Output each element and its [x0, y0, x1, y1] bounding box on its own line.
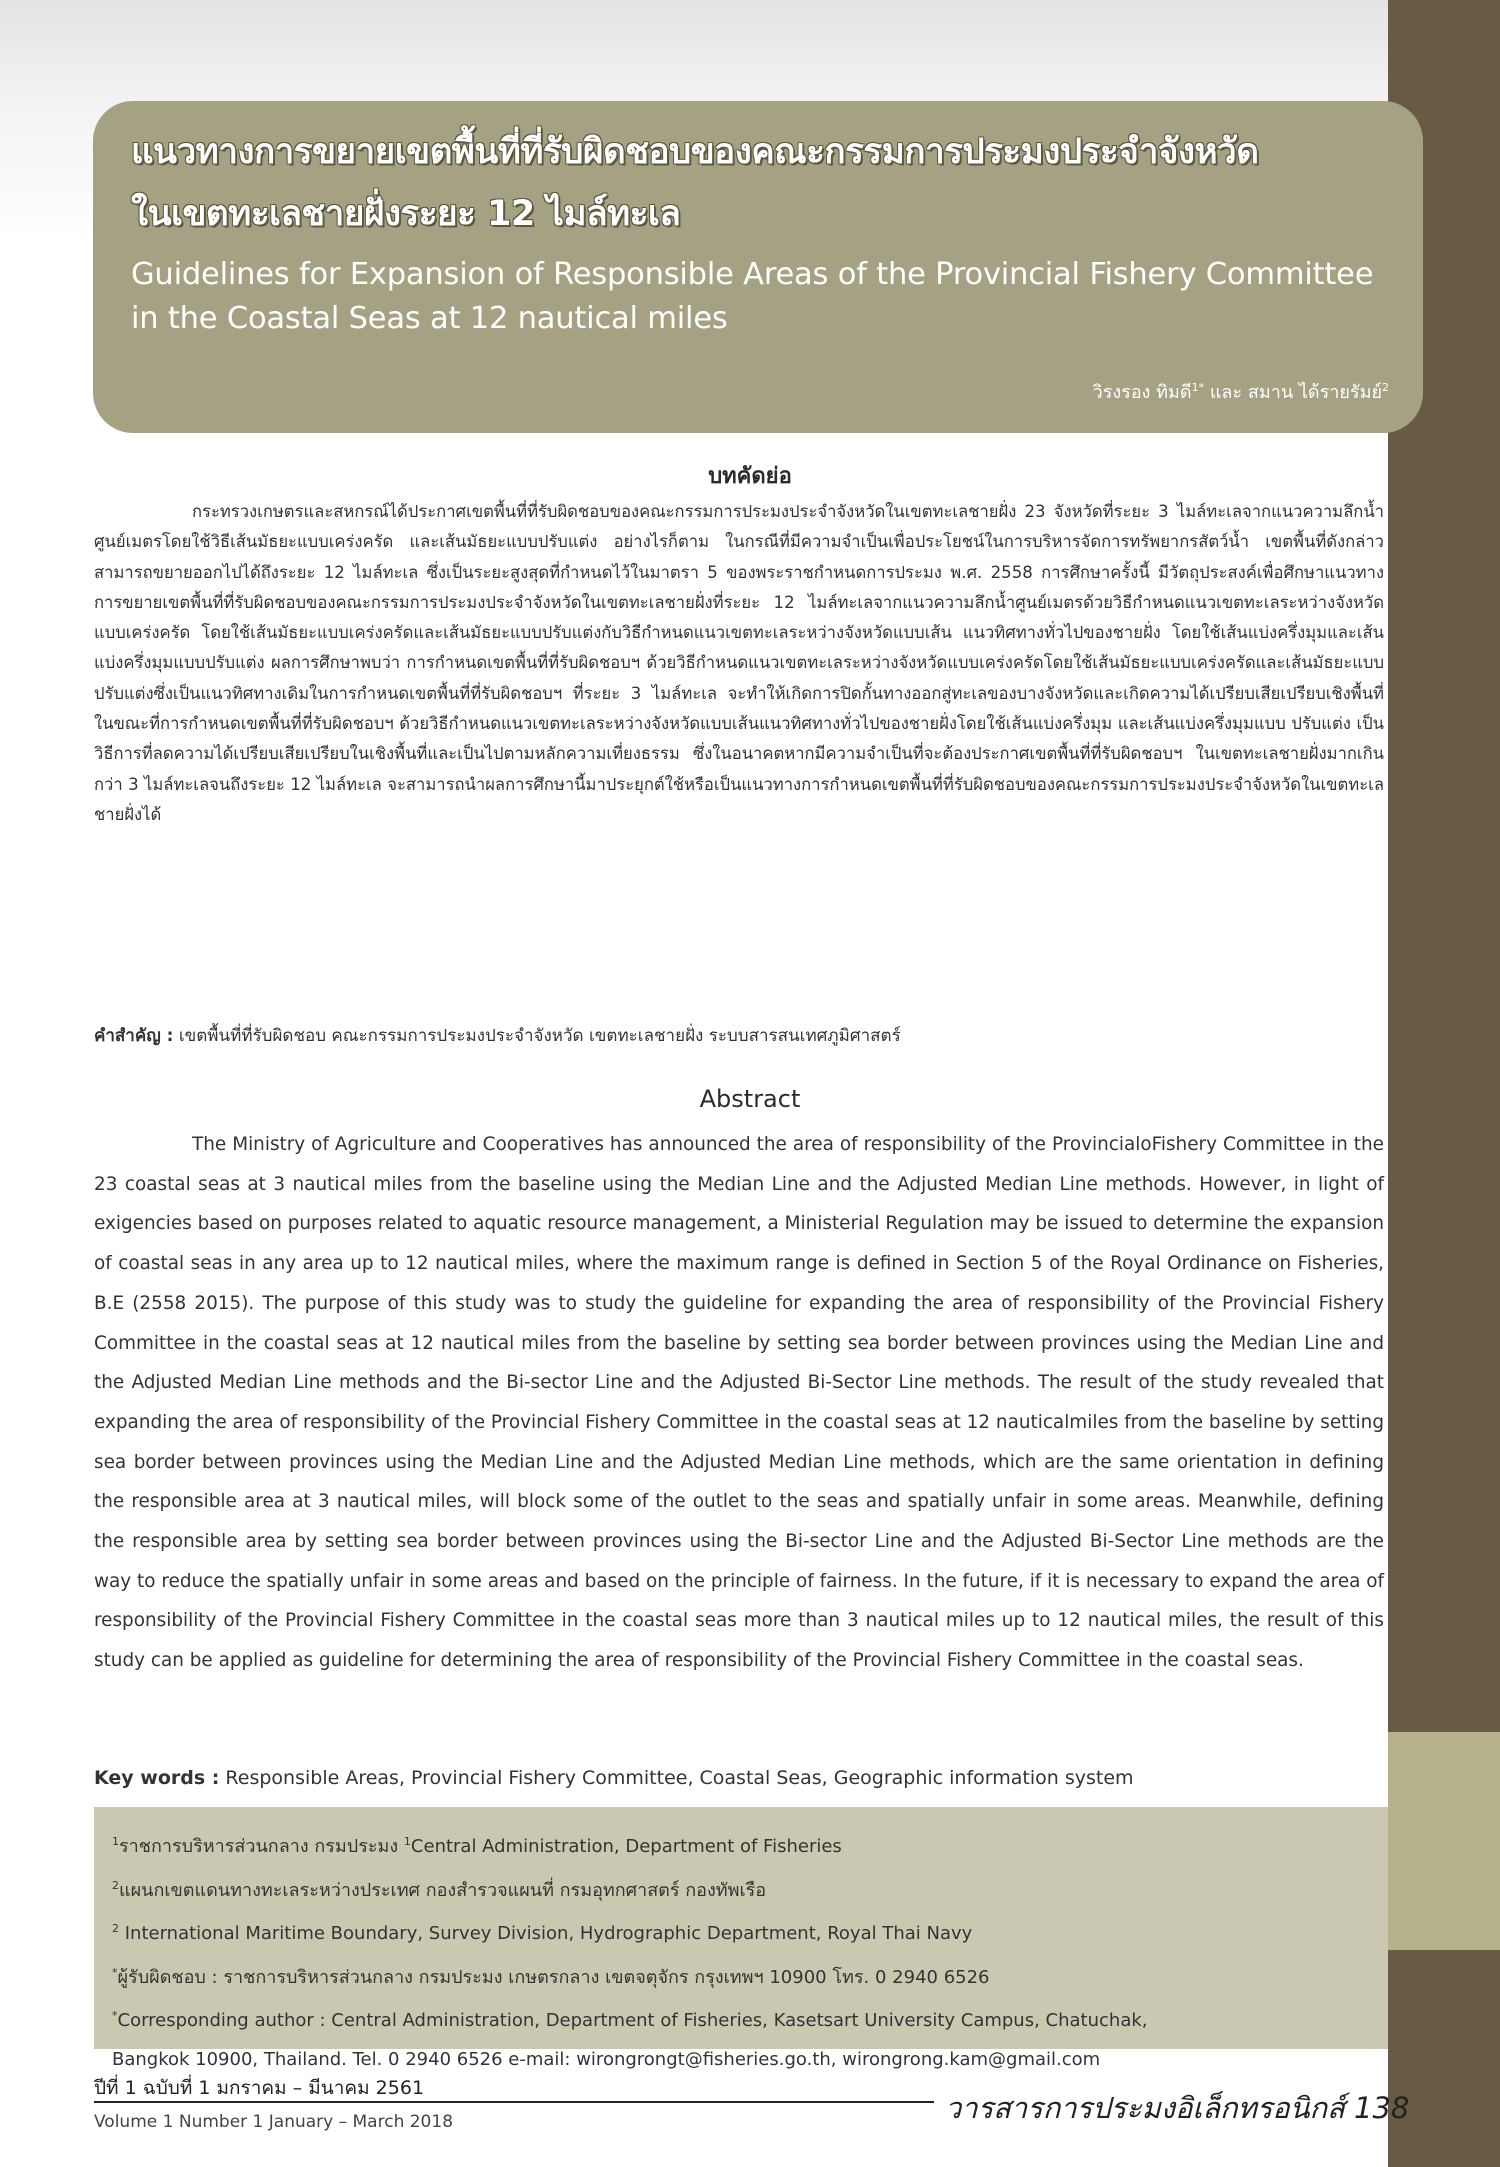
author-2: สมาน ได้รายรัมย์ — [1247, 382, 1382, 403]
footnote-3 — [112, 1910, 1388, 1954]
footnote-box — [94, 1807, 1388, 2070]
footnote-1-marker: 1 — [112, 1835, 119, 1848]
footnote-6-text: Bangkok 10900, Thailand. Tel. 0 2940 6526 e-mail: wirongrongt@fisheries.go.th, wirongrong.kam@gmail.com — [112, 2048, 1101, 2070]
keywords-en — [94, 1767, 1394, 1789]
footnote-1-text-en: Central Administration, Department of Fisheries — [410, 1836, 842, 1857]
title-en-line2: in the Coastal Seas at 12 nautical miles — [131, 301, 728, 336]
keywords-th — [94, 1022, 1394, 1049]
footnote-1-text-th: ราชการบริหารส่วนกลาง กรมประมง — [119, 1836, 404, 1857]
author-1: วิรงรอง ทิมดี — [1092, 382, 1192, 403]
sidebar-strip-dark-bottom — [1388, 1950, 1500, 2167]
footnote-5-text: Corresponding author : Central Administration, Department of Fisheries, Kasetsart University Campus, Chatuchak, — [117, 2010, 1148, 2031]
footnote-4-marker: * — [112, 1965, 118, 1979]
footnote-2 — [112, 1867, 1388, 1911]
issue-th: ปีที่ 1 ฉบับที่ 1 มกราคม – มีนาคม 2561 — [94, 2077, 425, 2099]
journal-name: วารสารการประมงอิเล็กทรอนิกส์ — [945, 2091, 1345, 2125]
author-2-affiliation: 2 — [1382, 381, 1389, 394]
footnote-1 — [112, 1823, 1388, 1867]
abstract-th-heading: บทคัดย่อ — [708, 464, 792, 489]
footnote-5-marker: * — [112, 2009, 118, 2022]
title-box — [93, 101, 1423, 433]
abstract-en-body — [94, 1125, 1384, 1681]
footer-rule — [94, 2101, 934, 2103]
footnote-4-text: ผู้รับผิดชอบ : ราชการบริหารส่วนกลาง กรมประมง เกษตรกลาง เขตจตุจักร กรุงเทพฯ 10900 โทร. 0 2940 6526 — [117, 1966, 990, 1988]
footnote-4 — [112, 1954, 1388, 1998]
author-conjunction: และ — [1209, 382, 1243, 403]
authors — [1093, 377, 1389, 406]
footnote-2-text: แผนกเขตแดนทางทะเลระหว่างประเทศ กองสำรวจแผนที่ กรมอุทกศาสตร์ กองทัพเรือ — [119, 1879, 767, 1901]
title-th-line2: ในเขตทะเลชายฝั่งระยะ 12 ไมล์ทะเล — [131, 194, 681, 234]
title-th-line1: แนวทางการขยายเขตพื้นที่ที่รับผิดชอบของคณะกรรมการประมงประจำจังหวัด — [131, 132, 1259, 172]
page-number: 138 — [1354, 2091, 1410, 2125]
footnote-5 — [112, 1997, 1388, 2041]
keywords-th-label: คำสำคัญ : — [94, 1026, 174, 1046]
keywords-en-text: Responsible Areas, Provincial Fishery Committee, Coastal Seas, Geographic information system — [225, 1767, 1134, 1789]
author-1-affiliation: 1* — [1191, 381, 1205, 394]
abstract-en-text: The Ministry of Agriculture and Cooperatives has announced the area of responsibility of the ProvincialoFishery Committee in the 23 coastal seas at 3 nautical miles from the baseline using the Median Line and the Adjusted Median Line methods. However, in light of exigencies based on purposes related to aquatic resource management, a Ministerial Regulation may be issued to determine the expansion of coastal seas in any area up to 12 nautical miles, where the maximum range is defined in Section 5 of the Royal Ordinance on Fisheries, B.E (2558 2015). The purpose of this study was to study the guideline for expanding the area of responsibility of the Provincial Fishery Committee in the coastal seas at 12 nautical miles from the baseline by setting sea border between provinces using the Median Line and the Adjusted Median Line methods and the Bi-sector Line and the Adjusted Bi-Sector Line methods. The result of the study revealed that expanding the area of responsibility of the Provincial Fishery Committee in the coastal seas at 12 nauticalmiles from the baseline by setting sea border between provinces using the Median Line and the Adjusted Median Line methods, which are the same orientation in defining the responsible area at 3 nautical miles, will block some of the outlet to the seas and spatially unfair in some areas. Meanwhile, defining the responsible area by setting sea border between provinces using the Bi-sector Line and the Adjusted Bi-Sector Line methods are the way to reduce the spatially unfair in some areas and based on the principle of fairness. In the future, if it is necessary to expand the area of responsibility of the Provincial Fishery Committee in the coastal seas more than 3 nautical miles up to 12 nautical miles, the result of this study can be applied as guideline for determining the area of responsibility of the Provincial Fishery Committee in the coastal seas. — [94, 1134, 1384, 1672]
sidebar-strip-light — [1388, 1732, 1500, 1950]
journal-footer — [945, 2085, 1409, 2131]
abstract-th-body — [94, 497, 1384, 830]
abstract-en-heading: Abstract — [699, 1085, 801, 1113]
abstract-th-text: กระทรวงเกษตรและสหกรณ์ได้ประกาศเขตพื้นที่ที่รับผิดชอบของคณะกรรมการประมงประจำจังหวัดในเขตทะเลชายฝั่ง 23 จังหวัดที่ระยะ 3 ไมล์ทะเลจากแนวความลึกน้ำศูนย์เมตรโดยใช้วิธีเส้นมัธยะแบบเคร่งครัด และเส้นมัธยะแบบปรับแต่ง อย่างไรก็ตาม ในกรณีที่มีความจำเป็นเพื่อประโยชน์ในการบริหารจัดการทรัพยากรสัตว์น้ำ เขตพื้นที่ดังกล่าวสามารถขยายออกไปได้ถึงระยะ 12 ไมล์ทะเล ซึ่งเป็นระยะสูงสุดที่กำหนดไว้ในมาตรา 5 ของพระราชกำหนดการประมง พ.ศ. 2558 การศึกษาครั้งนี้ มีวัตถุประสงค์เพื่อศึกษาแนวทางการขยายเขตพื้นที่ที่รับผิดชอบของคณะกรรมการประมงประจำจังหวัดในเขตทะเลชายฝั่งที่ระยะ 12 ไมล์ทะเลจากแนวความลึกน้ำศูนย์เมตรด้วยวิธีกำหนดแนวเขตทะเลระหว่างจังหวัดแบบเคร่งครัด โดยใช้เส้นมัธยะแบบเคร่งครัดและเส้นมัธยะแบบปรับแต่งกับวิธีกำหนดแนวเขตทะเลระหว่างจังหวัดแบบเส้น แนวทิศทางทั่วไปของชายฝั่ง โดยใช้เส้นแบ่งครึ่งมุมและเส้นแบ่งครึ่งมุมแบบปรับแต่ง ผลการศึกษาพบว่า การกำหนดเขตพื้นที่ที่รับผิดชอบฯ ด้วยวิธีกำหนดแนวเขตทะเลระหว่างจังหวัดแบบเคร่งครัดโดยใช้เส้นมัธยะแบบเคร่งครัดและเส้นมัธยะแบบปรับแต่งซึ่งเป็นแนวทิศทางเดิมในการกำหนดเขตพื้นที่ที่รับผิดชอบฯ ที่ระยะ 3 ไมล์ทะเล จะทำให้เกิดการปิดกั้นทางออกสู่ทะเลของบางจังหวัดและเกิดความได้เปรียบเสียเปรียบเชิงพื้นที่ ในขณะที่การกำหนดเขตพื้นที่ที่รับผิดชอบฯ ด้วยวิธีกำหนดแนวเขตทะเลระหว่างจังหวัดแบบเส้นแนวทิศทางทั่วไปของชายฝั่งโดยใช้เส้นแบ่งครึ่งมุม และเส้นแบ่งครึ่งมุมแบบ ปรับแต่ง เป็นวิธีการที่ลดความได้เปรียบเสียเปรียบในเชิงพื้นที่และเป็นไปตามหลักความเที่ยงธรรม ซึ่งในอนาคตหากมีความจำเป็นที่จะต้องประกาศเขตพื้นที่ที่รับผิดชอบฯ ในเขตทะเลชายฝั่งมากเกินกว่า 3 ไมล์ทะเลจนถึงระยะ 12 ไมล์ทะเล จะสามารถนำผลการศึกษานี้มาประยุกต์ใช้หรือเป็นแนวทางการกำหนดเขตพื้นที่ที่รับผิดชอบของคณะกรรมการประมงประจำจังหวัดในเขตทะเลชายฝั่งได้ — [94, 502, 1384, 824]
keywords-th-text: เขตพื้นที่ที่รับผิดชอบ คณะกรรมการประมงประจำจังหวัด เขตทะเลชายฝั่ง ระบบสารสนเทศภูมิศาสตร์ — [178, 1026, 901, 1046]
issue-en: Volume 1 Number 1 January – March 2018 — [94, 2112, 454, 2132]
title-en-line1: Guidelines for Expansion of Responsible Areas of the Provincial Fishery Committee — [131, 257, 1374, 292]
keywords-en-label: Key words : — [94, 1767, 220, 1789]
footnote-3-marker: 2 — [112, 1922, 119, 1935]
footnote-3-text: International Maritime Boundary, Survey Division, Hydrographic Department, Royal Thai Navy — [119, 1923, 973, 1944]
footnote-1-marker-en: 1 — [403, 1835, 411, 1848]
footnote-2-marker: 2 — [112, 1878, 119, 1892]
